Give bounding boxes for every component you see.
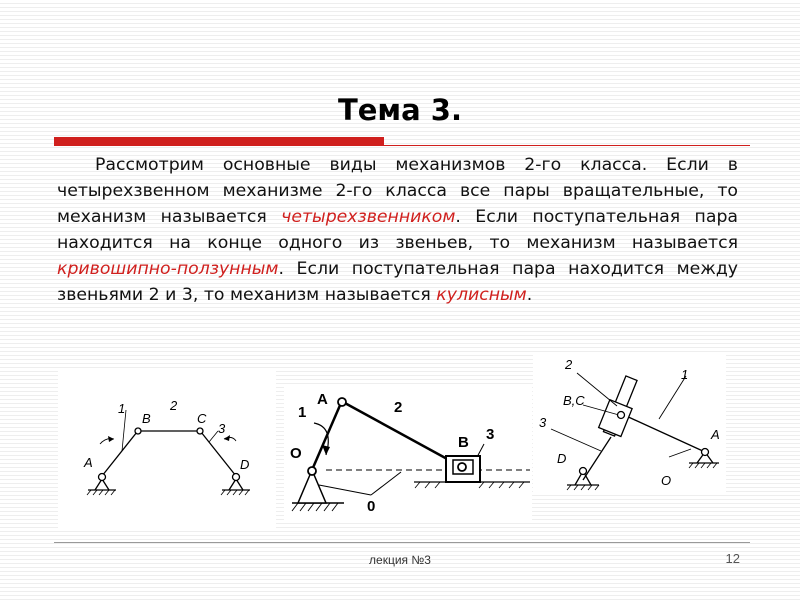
four-bar-label-link2: 2	[170, 398, 178, 413]
slider-crank-label-a: A	[317, 391, 328, 408]
body-text-3: . Если поступательная пара находится между звеньями 2 и 3, то механизм называется	[57, 259, 738, 305]
slider-crank-label-o: O	[290, 445, 302, 462]
term-slider-crank: кривошипно-ползунным	[57, 259, 279, 279]
four-bar-label-d: D	[240, 457, 250, 472]
term-four-bar: четырехзвенником	[281, 207, 456, 227]
four-bar-label-b: B	[142, 411, 151, 426]
four-bar-label-a: A	[84, 455, 93, 470]
rocker-label-d: D	[557, 451, 567, 466]
body-paragraph	[57, 152, 738, 308]
rocker-label-link1: 1	[681, 367, 689, 382]
rocker-label-link2: 2	[565, 357, 573, 372]
slider-crank-label-link1: 1	[298, 404, 307, 421]
body-text-4: .	[526, 285, 533, 305]
page-number: 12	[725, 551, 740, 566]
slide-title: Тема 3.	[337, 93, 462, 127]
four-bar-label-c: C	[197, 411, 207, 426]
figure-four-bar	[58, 369, 276, 531]
body-text-1: Рассмотрим основные виды механизмов 2-го класса. Если в четырехзвенном механизме 2-го класса все пары вращательные, то механизм называется	[57, 155, 738, 227]
rocker-label-link3: 3	[539, 415, 547, 430]
slider-crank-label-link0: 0	[367, 498, 376, 515]
footer-label: лекция №3	[369, 553, 431, 567]
four-bar-label-link1: 1	[118, 401, 126, 416]
four-bar-label-link3: 3	[218, 421, 226, 436]
slider-crank-label-link2: 2	[394, 399, 403, 416]
footer-divider	[54, 542, 750, 543]
rocker-label-bc: B,C	[563, 393, 585, 408]
slider-crank-label-b: B	[458, 434, 469, 451]
title-underline	[54, 137, 750, 147]
figure-slider-crank	[284, 387, 532, 521]
term-rocker: кулисным	[436, 285, 527, 305]
rocker-label-o: O	[661, 473, 672, 488]
rocker-label-a: A	[711, 427, 720, 442]
figure-rocker	[533, 353, 726, 495]
body-text-2: . Если поступательная пара находится на конце одного из звеньев, то механизм называется	[57, 207, 739, 253]
slider-crank-label-link3: 3	[486, 426, 495, 443]
